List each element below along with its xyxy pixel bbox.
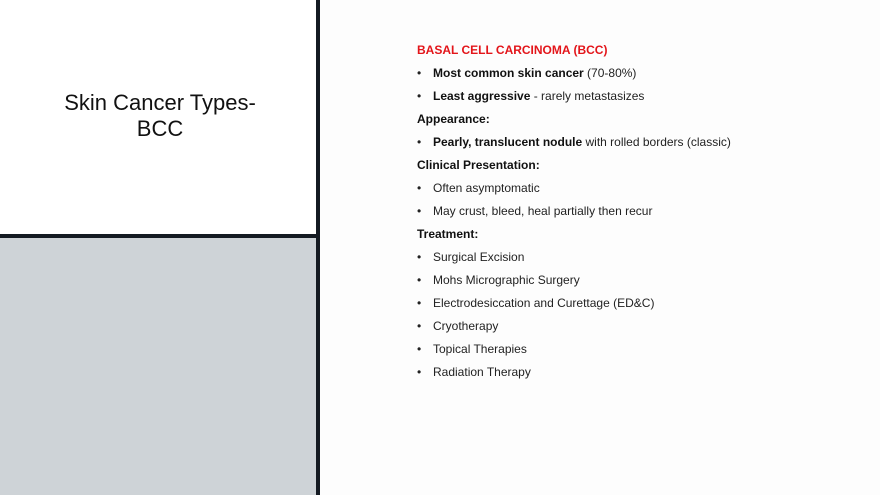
bullet-icon: • [417,319,422,333]
item-text: - rarely metastasizes [530,89,645,103]
appearance-label: Appearance: [417,112,490,126]
slide-content [417,42,731,387]
list-item [417,249,731,272]
bullet-icon: • [417,365,422,379]
item-text: with rolled borders (classic) [582,135,731,149]
item-text: Electrodesiccation and Curettage (ED&C) [433,296,655,310]
section-heading: BASAL CELL CARCINOMA (BCC) [417,43,608,57]
bullet-icon: • [417,273,422,287]
bullet-icon: • [417,89,422,103]
item-text: Topical Therapies [433,342,527,356]
list-item [417,272,731,295]
item-text: Often asymptomatic [433,181,540,195]
bold-text: Least aggressive [433,89,531,103]
list-item [417,88,731,111]
item-text: Surgical Excision [433,250,525,264]
list-item [417,341,731,364]
list-item [417,180,731,203]
clinical-label: Clinical Presentation: [417,158,540,172]
bold-text: Most common skin cancer [433,66,584,80]
item-text: (70-80%) [583,66,637,80]
bullet-icon: • [417,181,422,195]
list-item [417,134,731,157]
slide-title [30,90,290,142]
bullet-icon: • [417,135,422,149]
bullet-icon: • [417,250,422,264]
list-item [417,364,731,387]
bold-text: Pearly, translucent nodule [433,135,583,149]
vertical-divider [316,0,320,495]
item-text: May crust, bleed, heal partially then recur [433,204,653,218]
item-text: Mohs Micrographic Surgery [433,273,580,287]
bullet-icon: • [417,204,422,218]
list-item [417,65,731,88]
bullet-icon: • [417,66,422,80]
title-line: Skin Cancer Types- [64,90,256,115]
item-text: Radiation Therapy [433,365,531,379]
list-item [417,295,731,318]
bullet-icon: • [417,342,422,356]
item-text: Cryotherapy [433,319,499,333]
title-line: BCC [136,116,184,141]
treatment-label: Treatment: [417,227,479,241]
list-item [417,318,731,341]
gray-panel [0,238,316,495]
bullet-icon: • [417,296,422,310]
list-item [417,203,731,226]
horizontal-divider [0,234,320,238]
